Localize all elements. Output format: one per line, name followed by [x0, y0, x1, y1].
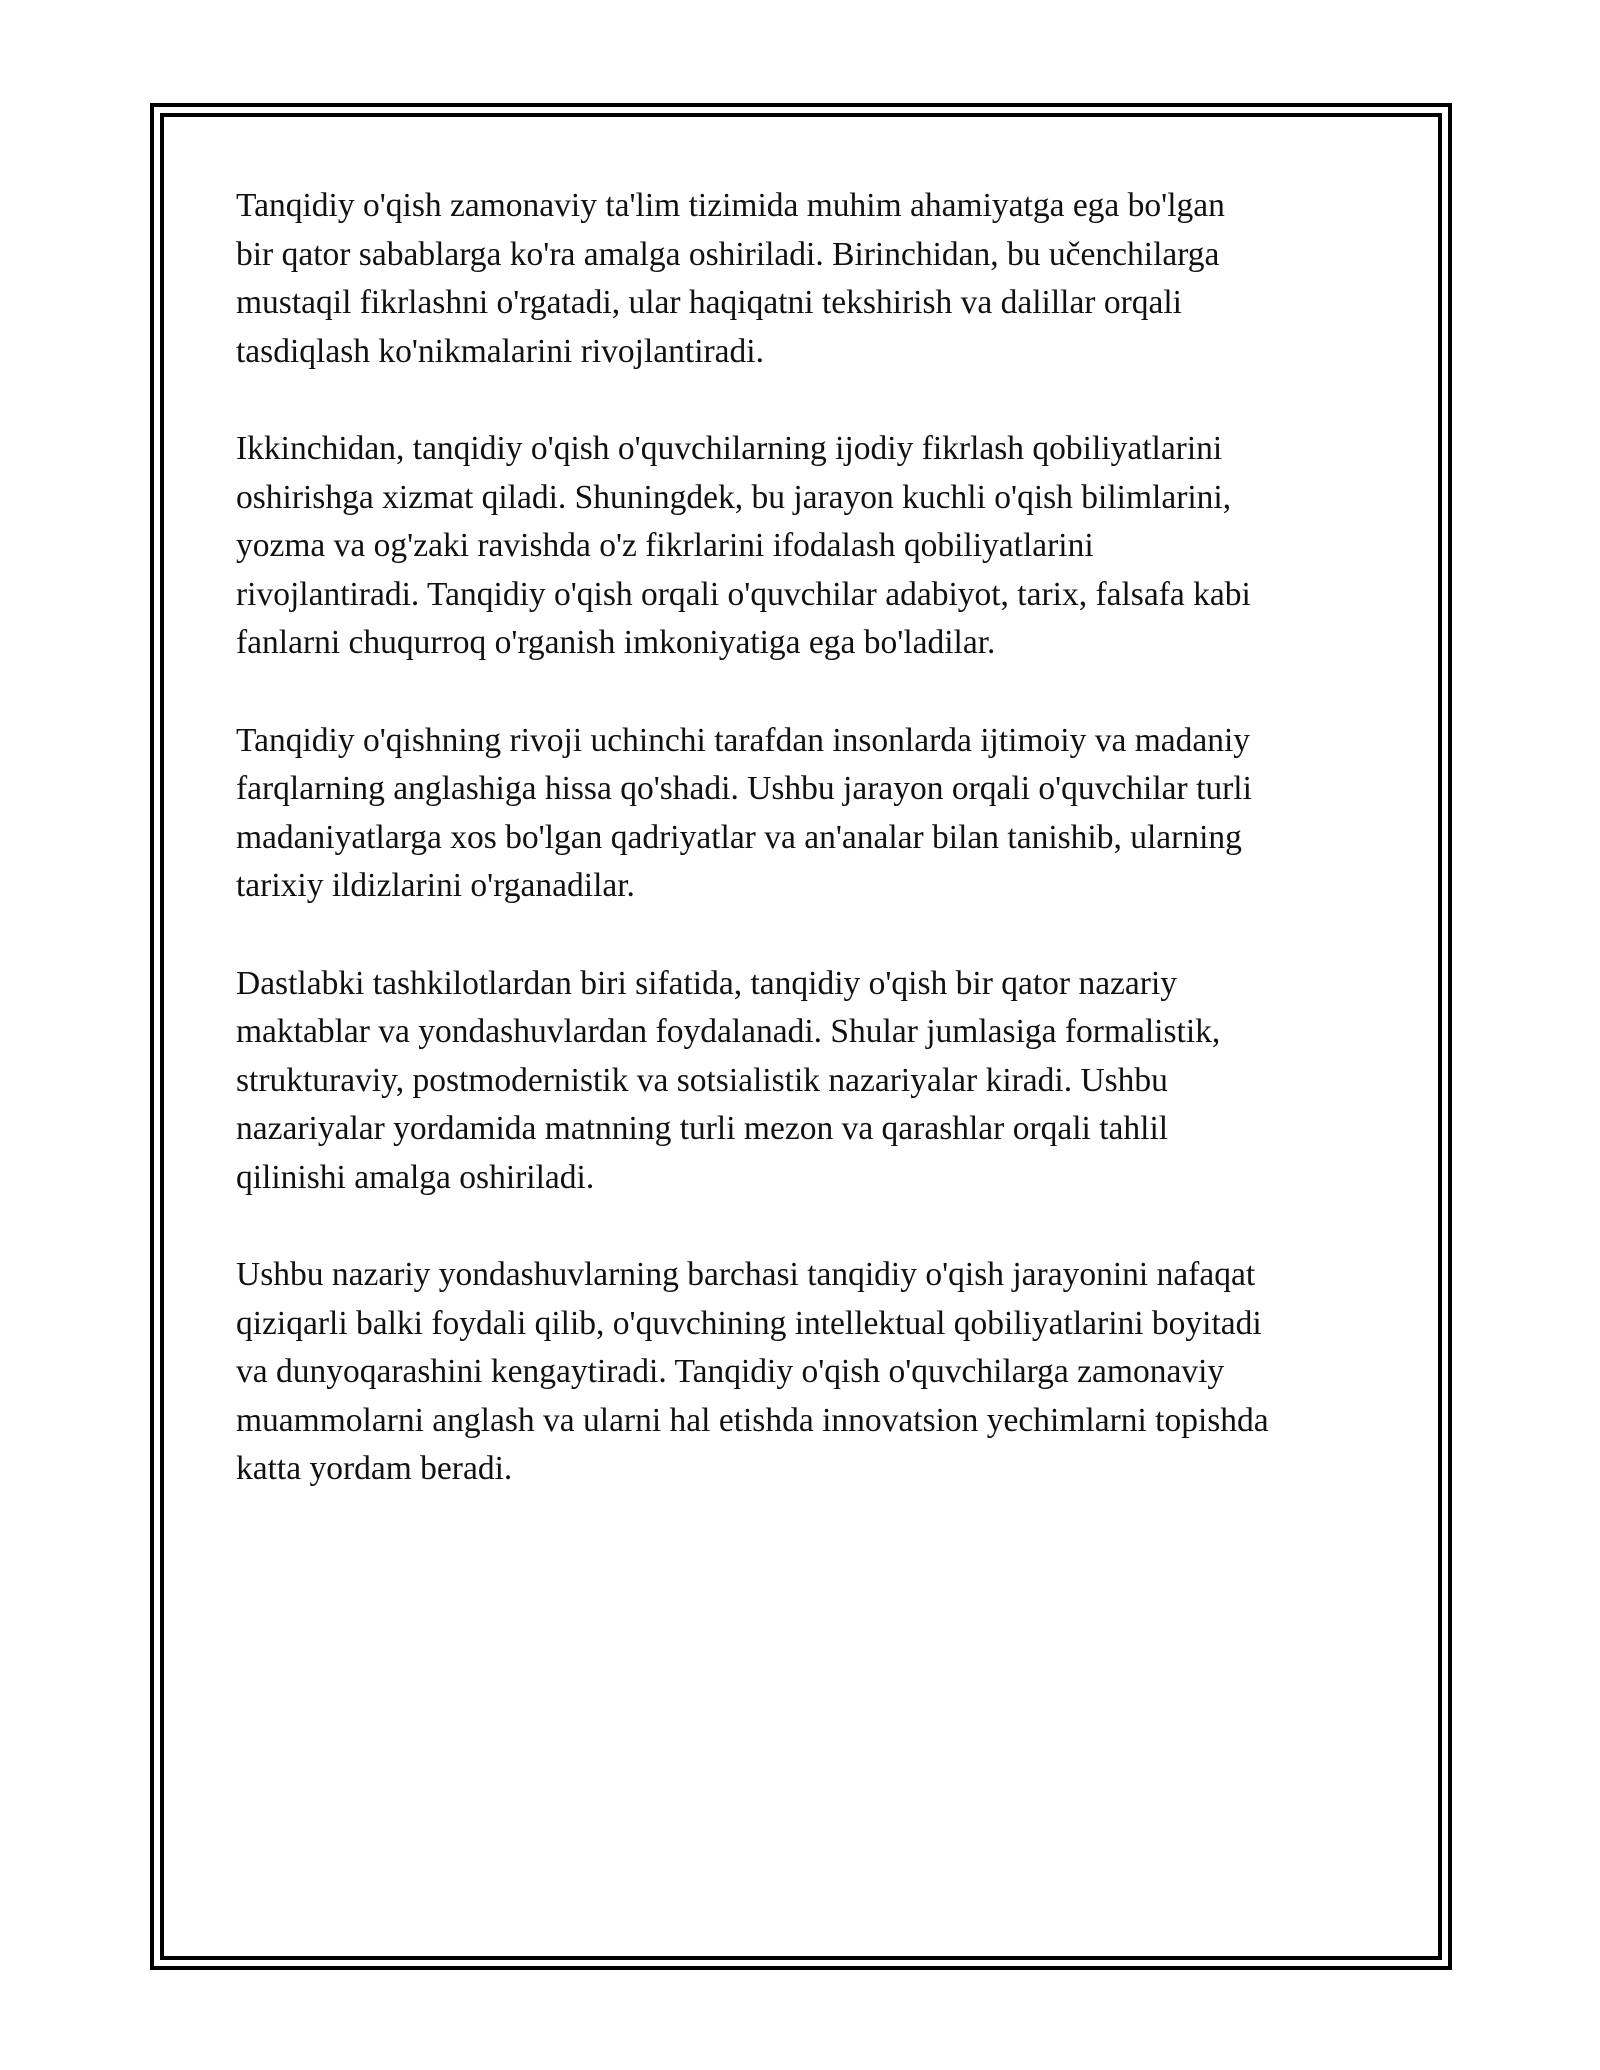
text-line: qilinishi amalga oshiriladi.: [236, 1158, 595, 1196]
text-line: mustaqil fikrlashni o'rgatadi, ular haqiqatni tekshirish va dalillar orqali: [236, 284, 1182, 322]
text-line: farqlarning anglashiga hissa qo'shadi. Ushbu jarayon orqali o'quvchilar turli: [236, 770, 1252, 808]
paragraph-3: [236, 717, 1386, 911]
text-line: nazariyalar yordamida matnning turli mezon va qarashlar orqali tahlil: [236, 1110, 1169, 1148]
text-line: oshirishga xizmat qiladi. Shuningdek, bu jarayon kuchli o'qish bilimlarini,: [236, 478, 1232, 516]
document-body: [236, 182, 1386, 1543]
text-line: yozma va og'zaki ravishda o'z fikrlarini ifodalash qobiliyatlarini: [236, 527, 1094, 565]
text-line: fanlarni chuqurroq o'rganish imkoniyatiga ega bo'ladilar.: [236, 624, 996, 662]
text-line: katta yordam beradi.: [236, 1450, 513, 1488]
paragraph-4: [236, 960, 1386, 1203]
text-line: rivojlantiradi. Tanqidiy o'qish orqali o'quvchilar adabiyot, tarix, falsafa kabi: [236, 575, 1251, 613]
text-line: tasdiqlash ko'nikmalarini rivojlantiradi.: [236, 332, 764, 370]
paragraph-1: [236, 182, 1386, 376]
text-line: bir qator sabablarga ko'ra amalga oshiriladi. Birinchidan, bu učenchilarga: [236, 235, 1220, 273]
text-line: Ushbu nazariy yondashuvlarning barchasi tanqidiy o'qish jarayonini nafaqat: [236, 1256, 1256, 1294]
paragraph-2: [236, 425, 1386, 668]
text-line: Dastlabki tashkilotlardan biri sifatida, tanqidiy o'qish bir qator nazariy: [236, 964, 1178, 1002]
text-line: Tanqidiy o'qishning rivoji uchinchi tarafdan insonlarda ijtimoiy va madaniy: [236, 721, 1251, 759]
text-line: madaniyatlarga xos bo'lgan qadriyatlar va an'analar bilan tanishib, ularning: [236, 818, 1242, 856]
text-line: Tanqidiy o'qish zamonaviy ta'lim tizimida muhim ahamiyatga ega bo'lgan: [236, 187, 1225, 224]
text-line: Ikkinchidan, tanqidiy o'qish o'quvchilarning ijodiy fikrlash qobiliyatlarini: [236, 429, 1223, 467]
text-line: strukturaviy, postmodernistik va sotsialistik nazariyalar kiradi. Ushbu: [236, 1061, 1168, 1099]
text-line: muammolarni anglash va ularni hal etishda innovatsion yechimlarni topishda: [236, 1401, 1269, 1439]
text-line: qiziqarli balki foydali qilib, o'quvchining intellektual qobiliyatlarini boyitadi: [236, 1304, 1262, 1342]
text-line: tarixiy ildizlarini o'rganadilar.: [236, 867, 635, 905]
text-line: maktablar va yondashuvlardan foydalanadi. Shular jumlasiga formalistik,: [236, 1013, 1221, 1051]
text-line: va dunyoqarashini kengaytiradi. Tanqidiy o'qish o'quvchilarga zamonaviy: [236, 1353, 1225, 1391]
paragraph-5: [236, 1251, 1386, 1494]
